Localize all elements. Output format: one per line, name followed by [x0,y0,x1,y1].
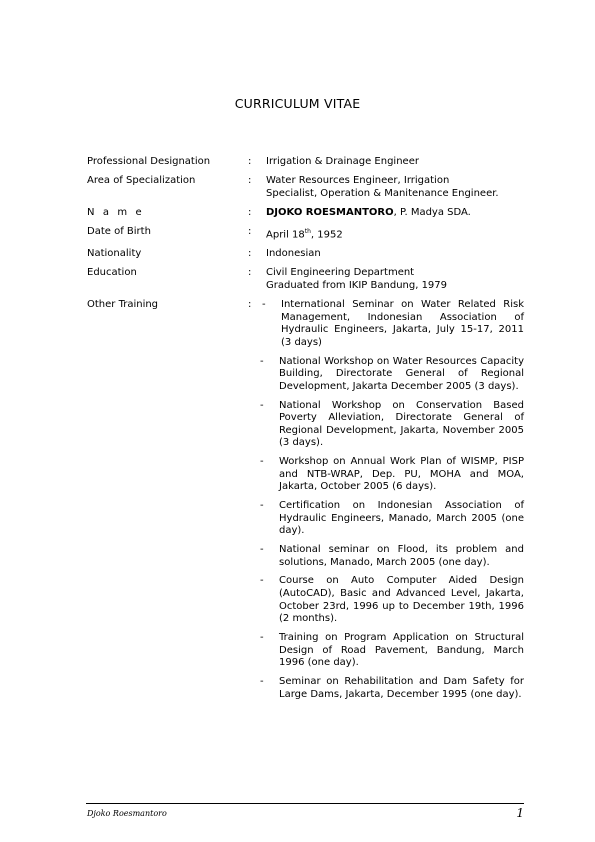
label-nationality: Nationality [87,248,142,260]
bullet-dash: - [262,299,266,311]
footer-author: Djoko Roesmantoro [87,809,167,818]
bullet-dash: - [260,544,264,556]
training-text: Workshop on Annual Work Plan of WISMP, PISP and NTB-WRAP, Dep. PU, MOHA and MOA, Jakarta, October 2005 (6 days). [279,456,524,493]
training-text: Training on Program Application on Structural Design of Road Pavement, Bandung, March 1996 (one day). [279,632,524,669]
row-dob [87,226,524,242]
list-item [260,500,524,538]
value-designation: Irrigation & Drainage Engineer [266,156,419,167]
label-designation: Professional Designation [87,156,211,167]
value-name-rest: , P. Madya SDA. [393,206,471,218]
value-specialization-line2: Specialist, Operation & Manitenance Engineer. [266,187,499,199]
value-education-line2: Graduated from IKIP Bandung, 1979 [266,279,448,291]
training-text: Seminar on Rehabilitation and Dam Safety for Large Dams, Jakarta, December 1995 (one day). [279,676,524,700]
row-designation [87,156,524,169]
colon: : [248,175,252,187]
bullet-dash: - [260,399,264,411]
bullet-dash: - [260,456,264,468]
training-text: Certification on Indonesian Association of Hydraulic Engineers, Manado, March 2005 (one day). [279,500,524,537]
label-education: Education [87,267,137,279]
training-text: National Workshop on Conservation Based Poverty Alleviation, Directorate General of Regional Development, Jakarta, November 2005 (3 days). [279,399,524,449]
value-nationality: Indonesian [266,248,321,260]
row-specialization [87,175,524,200]
training-text: Course on Auto Computer Aided Design (AutoCAD), Basic and Advanced Level, Jakarta, October 23rd, 1996 up to December 19th, 1996 (2 months). [279,575,524,625]
training-list [260,299,524,707]
footer-divider [86,803,524,804]
list-item [260,676,524,701]
value-dob-sup: th [304,227,311,235]
training-text: International Seminar on Water Related Risk Management, Indonesian Association of Hydraulic Engineers, Jakarta, July 15-17, 2011 (3 days) [281,299,524,348]
colon: : [248,299,252,311]
row-training [87,299,524,707]
value-specialization [266,175,524,200]
row-name [87,207,524,220]
training-text: National seminar on Flood, its problem and solutions, Manado, March 2005 (one day). [279,544,524,568]
list-item [260,544,524,569]
page-title: CURRICULUM VITAE [234,96,361,111]
bullet-dash: - [260,676,264,688]
label-specialization: Area of Specialization [87,175,196,187]
bullet-dash: - [260,632,264,644]
bullet-dash: - [260,575,264,587]
value-dob-post: , 1952 [310,229,343,241]
footer-page-number: 1 [516,806,524,820]
bullet-dash: - [260,355,264,367]
list-item [260,456,524,494]
colon: : [248,267,252,279]
colon: : [248,156,252,167]
value-dob [266,226,524,242]
value-name [266,207,524,220]
row-education [87,267,524,292]
list-item [260,356,524,394]
row-nationality [87,248,524,261]
label-name: N a m e [87,206,145,218]
colon: : [248,248,252,260]
value-name-bold: DJOKO ROESMANTORO [266,206,394,218]
colon: : [248,225,252,237]
value-education-line1: Civil Engineering Department [266,267,415,279]
label-dob: Date of Birth [87,225,151,237]
bullet-dash: - [260,500,264,512]
list-item [260,400,524,450]
label-training: Other Training [87,299,159,311]
list-item [260,299,524,349]
value-education [266,267,524,292]
list-item [260,632,524,670]
value-dob-pre: April 18 [266,229,305,241]
training-text: National Workshop on Water Resources Capacity Building, Directorate General of Regional Development, Jakarta December 2005 (3 days). [279,355,524,392]
value-specialization-line1: Water Resources Engineer, Irrigation [266,175,450,187]
colon: : [248,206,252,218]
cv-details [87,156,524,714]
list-item [260,575,524,625]
